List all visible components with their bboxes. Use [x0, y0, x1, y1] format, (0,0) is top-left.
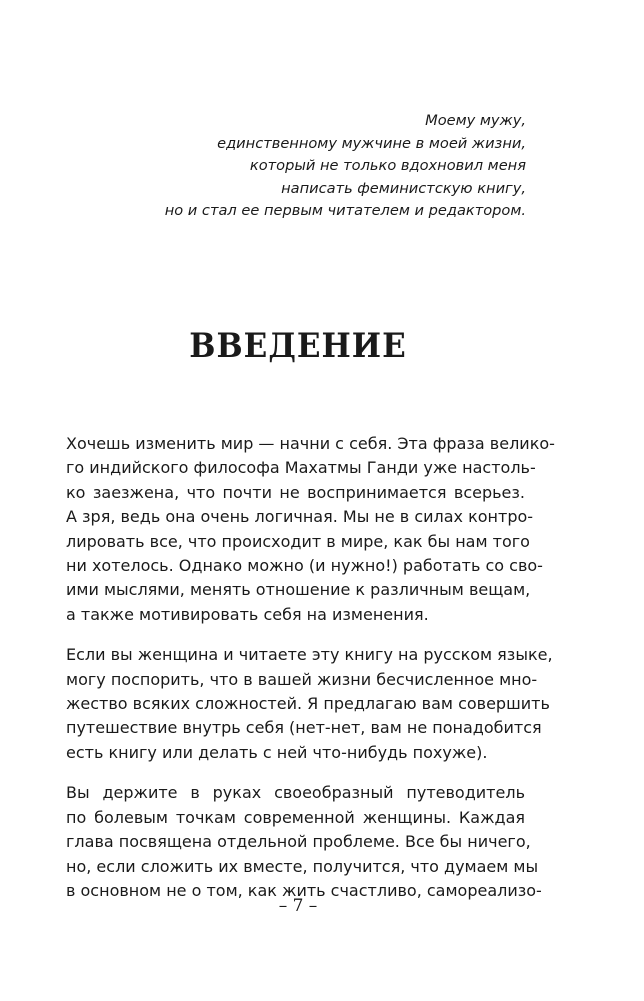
text-line: лировать все, что происходит в мире, как бы нам того	[66, 531, 530, 551]
text-line: ко заезжена, что почти не воспринимается всерьез.	[66, 482, 525, 502]
text-line: го индийского философа Махатмы Ганди уже настоль-	[66, 458, 536, 478]
text-line: ни хотелось. Однако можно (и нужно!) работать со сво-	[66, 556, 543, 576]
text-line: жество всяких сложностей. Я предлагаю вам совершить	[66, 694, 550, 714]
paragraph	[66, 781, 542, 903]
text-line: по болевым точкам современной женщины. Каждая	[66, 807, 525, 827]
text-line: Если вы женщина и читаете эту книгу на русском языке,	[66, 645, 553, 665]
dedication-line: единственному мужчине в моей жизни,	[217, 134, 526, 152]
text-line: А зря, ведь она очень логичная. Мы не в силах контро-	[66, 507, 534, 527]
text-line: Вы держите в руках своеобразный путеводитель	[66, 783, 525, 803]
text-line: путешествие внутрь себя (нет-нет, вам не понадобится	[66, 718, 542, 738]
text-line: есть книгу или делать с ней что-нибудь похуже).	[66, 742, 488, 762]
text-line: в основном не о том, как жить счастливо, самореализо-	[66, 880, 542, 900]
text-line: глава посвящена отдельной проблеме. Все бы ничего,	[66, 832, 531, 852]
dedication-line: написать феминистскую книгу,	[281, 179, 526, 197]
text-line: ими мыслями, менять отношение к различным вещам,	[66, 580, 531, 600]
text-line: но, если сложить их вместе, получится, что думаем мы	[66, 856, 539, 876]
text-line: а также мотивировать себя на изменения.	[66, 604, 429, 624]
dedication-line: но и стал ее первым читателем и редактором.	[164, 202, 526, 219]
paragraph	[66, 432, 555, 627]
body-text	[66, 432, 555, 919]
dedication	[86, 110, 526, 223]
chapter-title: ВВЕДЕНИЕ	[189, 326, 407, 366]
paragraph	[66, 643, 553, 765]
page-number: – 7 –	[278, 896, 318, 916]
text-line: Хочешь изменить мир — начни с себя. Эта фраза велико-	[66, 434, 555, 453]
text-line: могу поспорить, что в вашей жизни бесчисленное мно-	[66, 669, 538, 689]
dedication-line: который не только вдохновил меня	[249, 157, 526, 174]
dedication-line: Моему мужу,	[425, 112, 526, 129]
